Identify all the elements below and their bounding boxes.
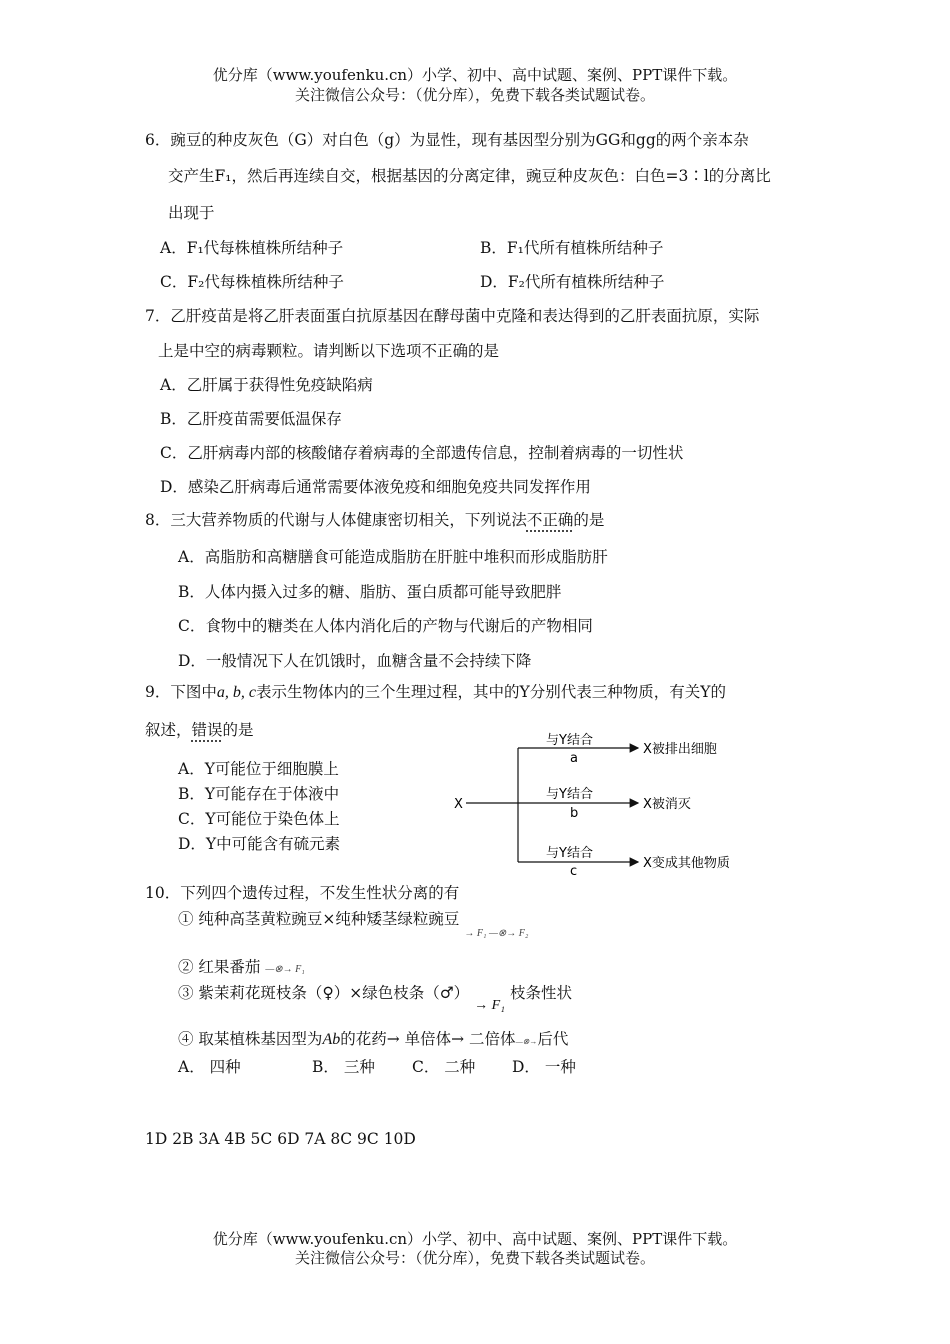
q8-stem — [145, 508, 604, 530]
header-line-2: 关注微信公众号：（优分库），免费下载各类试题试卷。 — [294, 86, 655, 104]
q10-item-2-text: ② 红果番茄 — [178, 958, 261, 976]
q10-stem: 10．下列四个遗传过程，不发生性状分离的有 — [145, 884, 460, 902]
q9-option-c: C．Y可能位于染色体上 — [178, 810, 340, 828]
q10-item-4-mid: 的花药→ 单倍体→ 二倍体 — [340, 1030, 516, 1048]
q6-stem-line-1: 6．豌豆的种皮灰色（G）对白色（g）为显性，现有基因型分别为GG和gg的两个亲本杂 — [145, 131, 749, 149]
q10-item-3-arrow: → F₁ — [474, 998, 506, 1013]
q7-option-d: D．感染乙肝病毒后通常需要体液免疫和细胞免疫共同发挥作用 — [160, 478, 591, 496]
q8-stem-emphasis: 不正确 — [526, 511, 574, 529]
header-line-1: 优分库（www.youfenku.cn）小学、初中、高中试题、案例、PPT课件下载。 — [212, 66, 738, 84]
diagram-letter-a: a — [570, 751, 578, 766]
q9-option-a: A．Y可能位于细胞膜上 — [178, 760, 339, 778]
diagram-source-x: X — [454, 797, 463, 812]
q8-stem-pre: 8．三大营养物质的代谢与人体健康密切相关，下列说法 — [145, 511, 527, 529]
diagram-label-a: 与Y结合 — [546, 733, 593, 748]
q10-item-2-cross: —⊗→ F₁ — [265, 964, 305, 975]
q10-item-3-tail: 枝条性状 — [509, 984, 572, 1002]
q6-option-d: D．F₂代所有植株所结种子 — [480, 273, 665, 291]
q6-option-b: B．F₁代所有植株所结种子 — [480, 239, 664, 257]
footer-line-1: 优分库（www.youfenku.cn）小学、初中、高中试题、案例、PPT课件下载。 — [212, 1230, 738, 1248]
q8-stem-post: 的是 — [573, 511, 605, 529]
diagram-letter-b: b — [570, 806, 579, 821]
q8-option-b: B．人体内摄入过多的糖、脂肪、蛋白质都可能导致肥胖 — [178, 583, 562, 601]
diagram-result-a: X被排出细胞 — [643, 742, 717, 757]
q9-stem-pre: 9．下图中 — [145, 683, 217, 701]
q7-stem-line-1: 7．乙肝疫苗是将乙肝表面蛋白抗原基因在酵母菌中克隆和表达得到的乙肝表面抗原，实际 — [145, 307, 760, 325]
q10-item-3-text: ③ 紫茉莉花斑枝条（♀）×绿色枝条（♂） — [178, 984, 470, 1002]
q10-item-1-cross: → F₁ —⊗→ F₂ — [464, 928, 529, 939]
q9-option-d: D．Y中可能含有硫元素 — [178, 835, 341, 853]
q6-stem-line-2: 交产生F₁，然后再连续自交，根据基因的分离定律，豌豆种皮灰色：白色=3∶l的分离比 — [168, 167, 771, 185]
q10-option-a: A． 四种 — [178, 1058, 241, 1076]
q7-option-c: C．乙肝病毒内部的核酸储存着病毒的全部遗传信息，控制着病毒的一切性状 — [160, 444, 684, 462]
q8-option-a: A．高脂肪和高糖膳食可能造成脂肪在肝脏中堆积而形成脂肪肝 — [178, 548, 608, 566]
q8-option-d: D．一般情况下人在饥饿时，血糖含量不会持续下降 — [178, 652, 532, 670]
q9-stem-vars: a, b, c — [216, 684, 256, 701]
q10-item-2 — [178, 955, 305, 977]
q6-stem-line-3: 出现于 — [168, 204, 215, 222]
q10-item-4-post: 后代 — [537, 1030, 569, 1048]
q6-option-c: C．F₂代每株植株所结种子 — [160, 273, 344, 291]
q10-option-c: C． 二种 — [412, 1058, 476, 1076]
q10-option-b: B． 三种 — [312, 1058, 375, 1076]
q9-stem-post: 表示生物体内的三个生理过程，其中的Y分别代表三种物质，有关Y的 — [255, 683, 726, 701]
diagram-result-b: X被消灭 — [643, 797, 691, 812]
q9-stem — [145, 680, 726, 702]
answer-key: 1D 2B 3A 4B 5C 6D 7A 8C 9C 10D — [145, 1130, 416, 1148]
q10-option-d: D． 一种 — [512, 1058, 576, 1076]
q10-item-3 — [178, 981, 572, 1013]
q9-line2-emphasis: 错误 — [191, 721, 223, 739]
diagram-label-c: 与Y结合 — [546, 846, 593, 861]
q9-process-diagram — [440, 728, 780, 888]
q9-stem-line-2 — [145, 718, 254, 740]
q10-item-4 — [178, 1027, 568, 1049]
q6-option-a: A．F₁代每株植株所结种子 — [160, 239, 344, 257]
q9-option-b: B．Y可能存在于体液中 — [178, 785, 340, 803]
q10-item-4-genotype: Ab — [322, 1031, 341, 1048]
footer-line-2: 关注微信公众号：（优分库），免费下载各类试题试卷。 — [294, 1249, 655, 1267]
q8-option-c: C．食物中的糖类在人体内消化后的产物与代谢后的产物相同 — [178, 617, 593, 635]
q10-item-1-text: ① 纯种高茎黄粒豌豆×纯种矮茎绿粒豌豆 — [178, 910, 460, 928]
diagram-result-c: X变成其他物质 — [643, 856, 730, 871]
q9-line2-pre: 叙述， — [145, 721, 192, 739]
q9-line2-post: 的是 — [222, 721, 254, 739]
q7-option-b: B．乙肝疫苗需要低温保存 — [160, 410, 342, 428]
q10-item-4-cross: —⊗→ — [515, 1037, 538, 1046]
diagram-letter-c: c — [570, 864, 578, 879]
q7-option-a: A．乙肝属于获得性免疫缺陷病 — [160, 376, 373, 394]
diagram-label-b: 与Y结合 — [546, 787, 593, 802]
q7-stem-line-2: 上是中空的病毒颗粒。请判断以下选项不正确的是 — [158, 342, 500, 360]
q10-item-4-pre: ④ 取某植株基因型为 — [178, 1030, 323, 1048]
